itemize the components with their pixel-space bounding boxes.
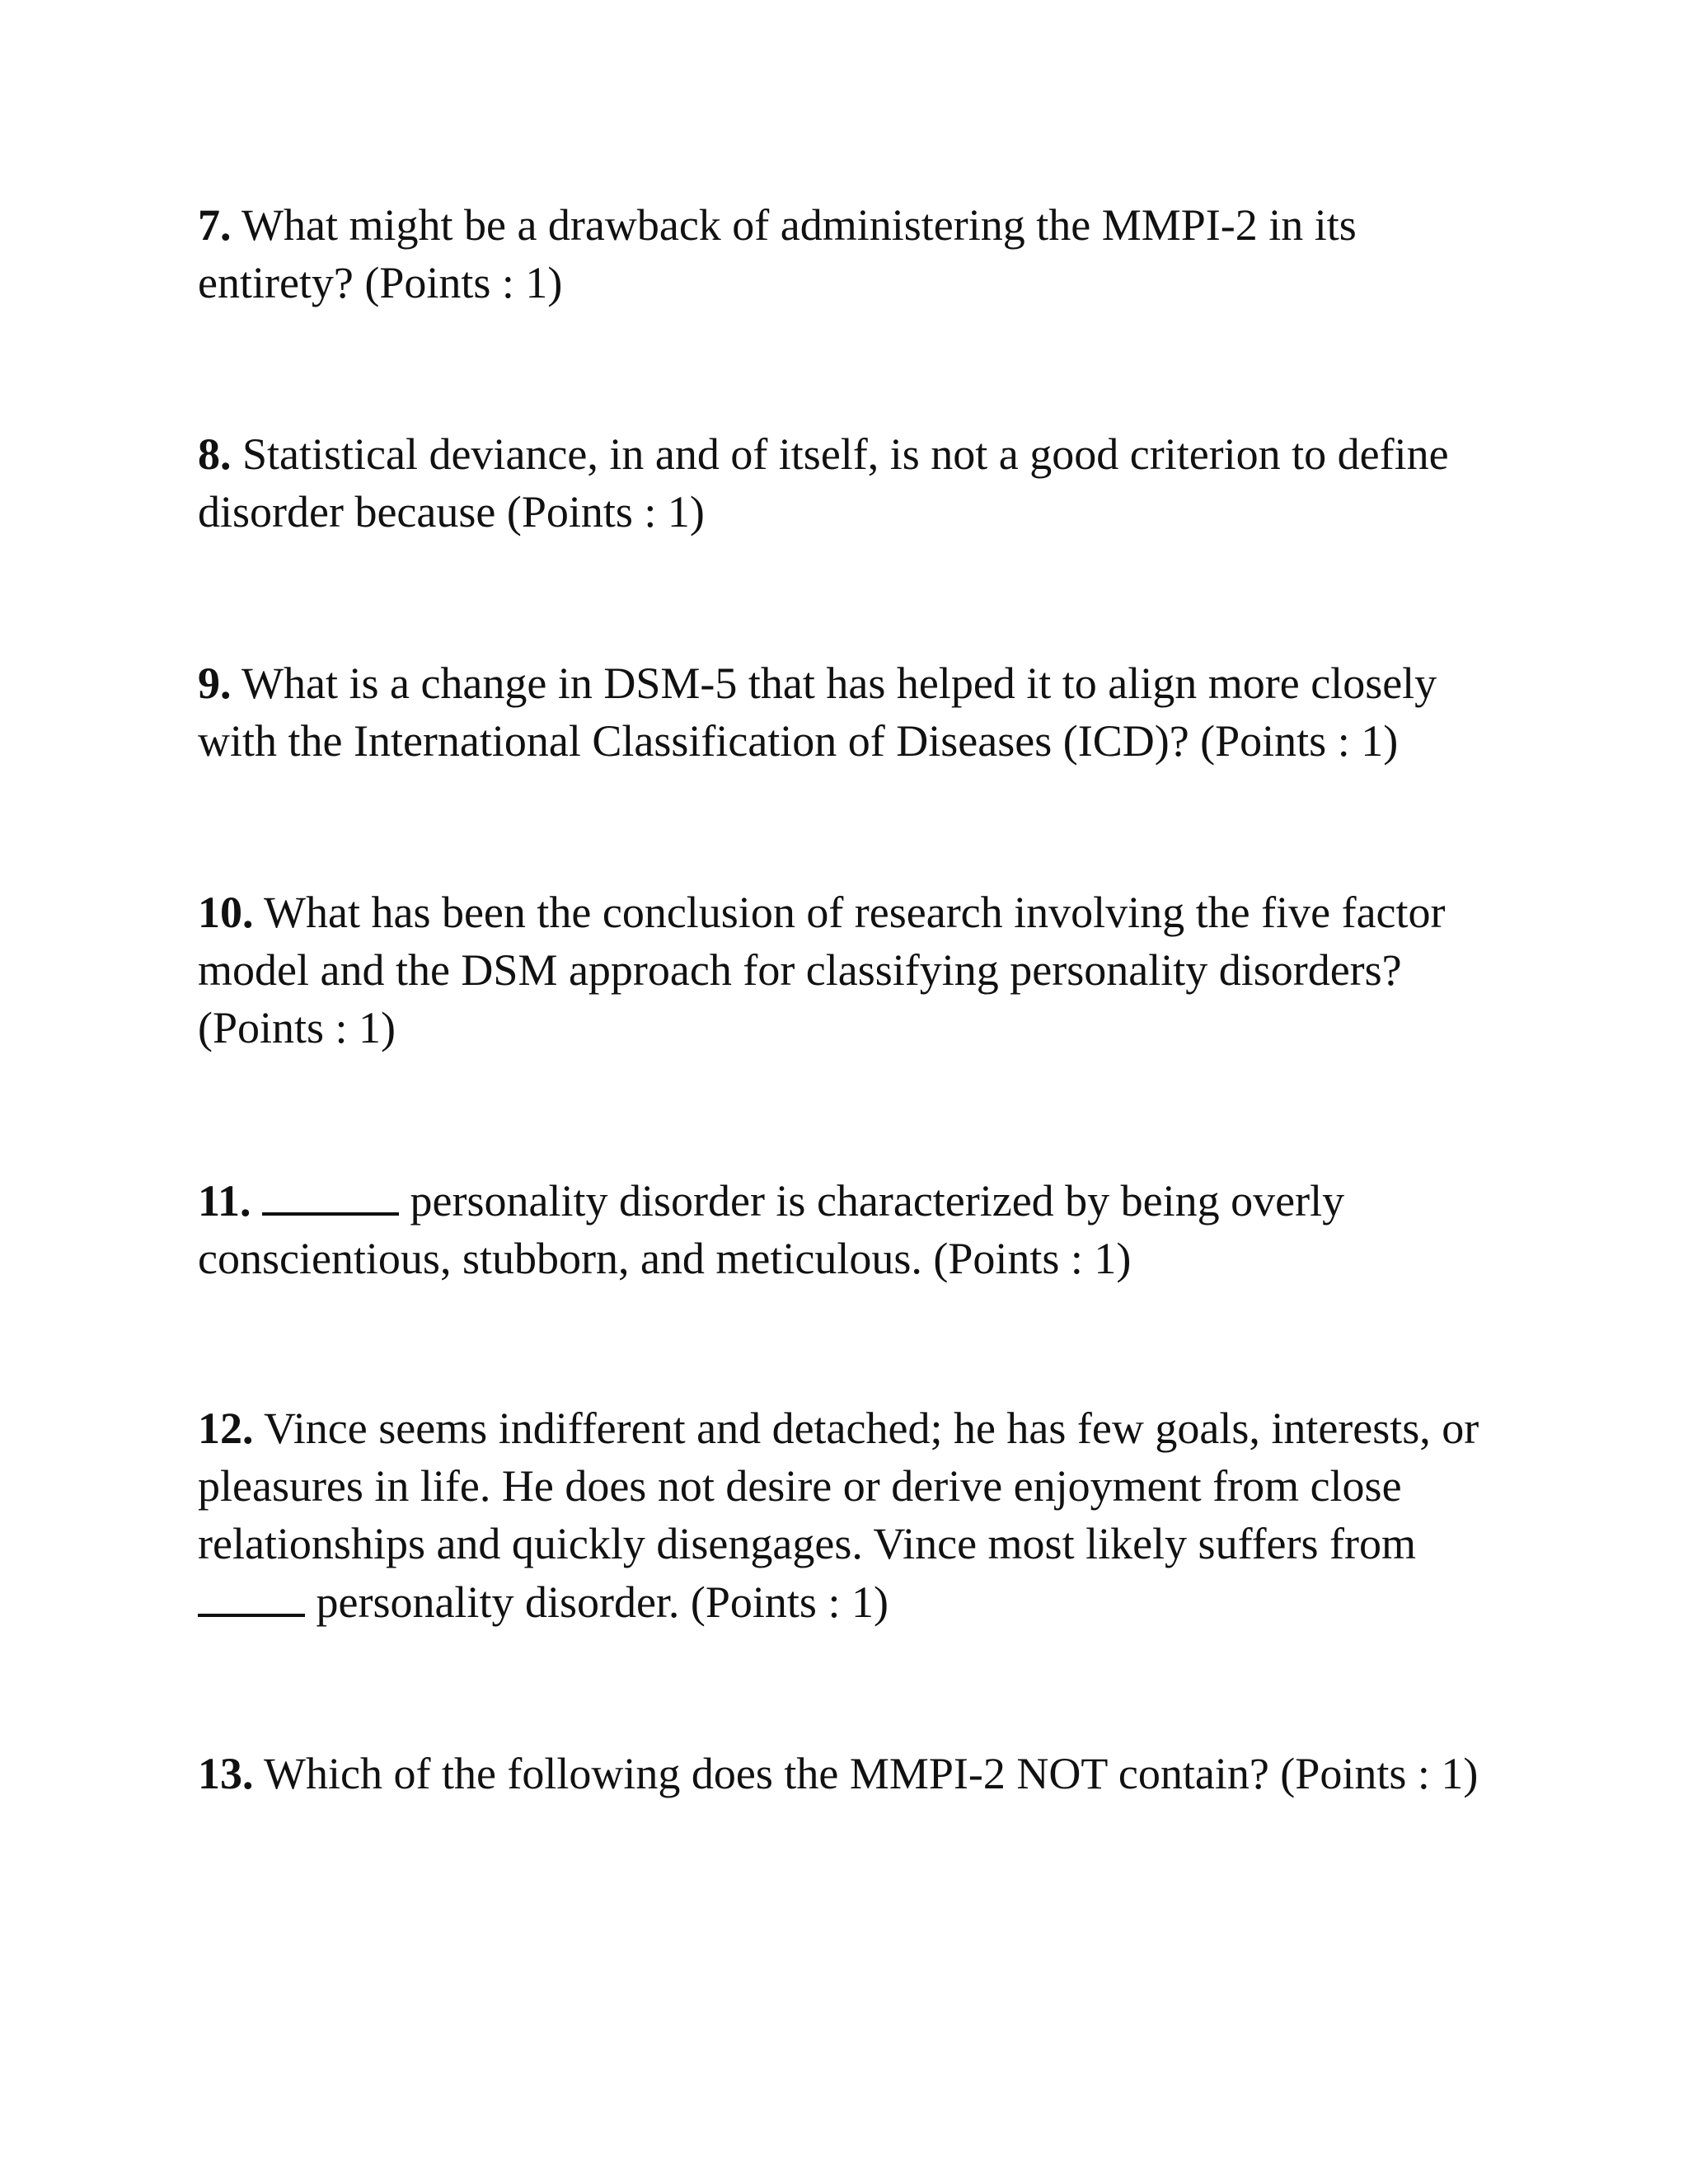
- question-10: [198, 883, 1550, 1057]
- question-text: model and the DSM approach for classifying personality disorders?: [198, 945, 1402, 995]
- question-text: (Points : 1): [198, 1003, 396, 1052]
- question-text: What might be a drawback of administering the MMPI-2 in its: [241, 200, 1357, 250]
- question-line: [198, 654, 1550, 712]
- question-number: 7.: [198, 200, 232, 250]
- question-number: 10.: [198, 888, 254, 937]
- question-number: 9.: [198, 658, 232, 708]
- question-text: pleasures in life. He does not desire or derive enjoyment from close: [198, 1461, 1402, 1511]
- question-text: Which of the following does the MMPI-2 NOT contain? (Points : 1): [264, 1749, 1479, 1798]
- question-text: Vince seems indifferent and detached; he has few goals, interests, or: [264, 1404, 1479, 1453]
- question-text: Statistical deviance, in and of itself, is not a good criterion to define: [242, 429, 1449, 479]
- question-9: [198, 654, 1550, 770]
- question-text: personality disorder is characterized by being overly: [410, 1176, 1345, 1226]
- question-text: personality disorder. (Points : 1): [316, 1577, 889, 1627]
- question-line: [198, 883, 1550, 941]
- question-line: [198, 1572, 1550, 1631]
- question-text: conscientious, stubborn, and meticulous. (Points : 1): [198, 1234, 1132, 1283]
- question-12: [198, 1399, 1550, 1631]
- question-11: [198, 1171, 1550, 1287]
- question-text: disorder because (Points : 1): [198, 487, 705, 537]
- question-number: 8.: [198, 429, 232, 479]
- question-line: [198, 1399, 1550, 1457]
- question-line: [198, 196, 1550, 254]
- question-line: [198, 1171, 1550, 1230]
- question-line: [198, 425, 1550, 483]
- fill-in-blank: [198, 1572, 305, 1617]
- question-text: What has been the conclusion of research involving the five factor: [264, 888, 1446, 937]
- question-number: 13.: [198, 1749, 254, 1798]
- question-number: 11.: [198, 1176, 251, 1226]
- question-text: relationships and quickly disengages. Vince most likely suffers from: [198, 1519, 1416, 1568]
- question-line: [198, 1745, 1550, 1802]
- question-13: [198, 1745, 1550, 1802]
- question-7: [198, 196, 1550, 312]
- question-number: 12.: [198, 1404, 254, 1453]
- question-text: entirety? (Points : 1): [198, 258, 563, 307]
- question-8: [198, 425, 1550, 541]
- question-text: What is a change in DSM-5 that has helped it to align more closely: [241, 658, 1437, 708]
- question-text: with the International Classification of Diseases (ICD)? (Points : 1): [198, 716, 1399, 766]
- fill-in-blank: [262, 1171, 399, 1216]
